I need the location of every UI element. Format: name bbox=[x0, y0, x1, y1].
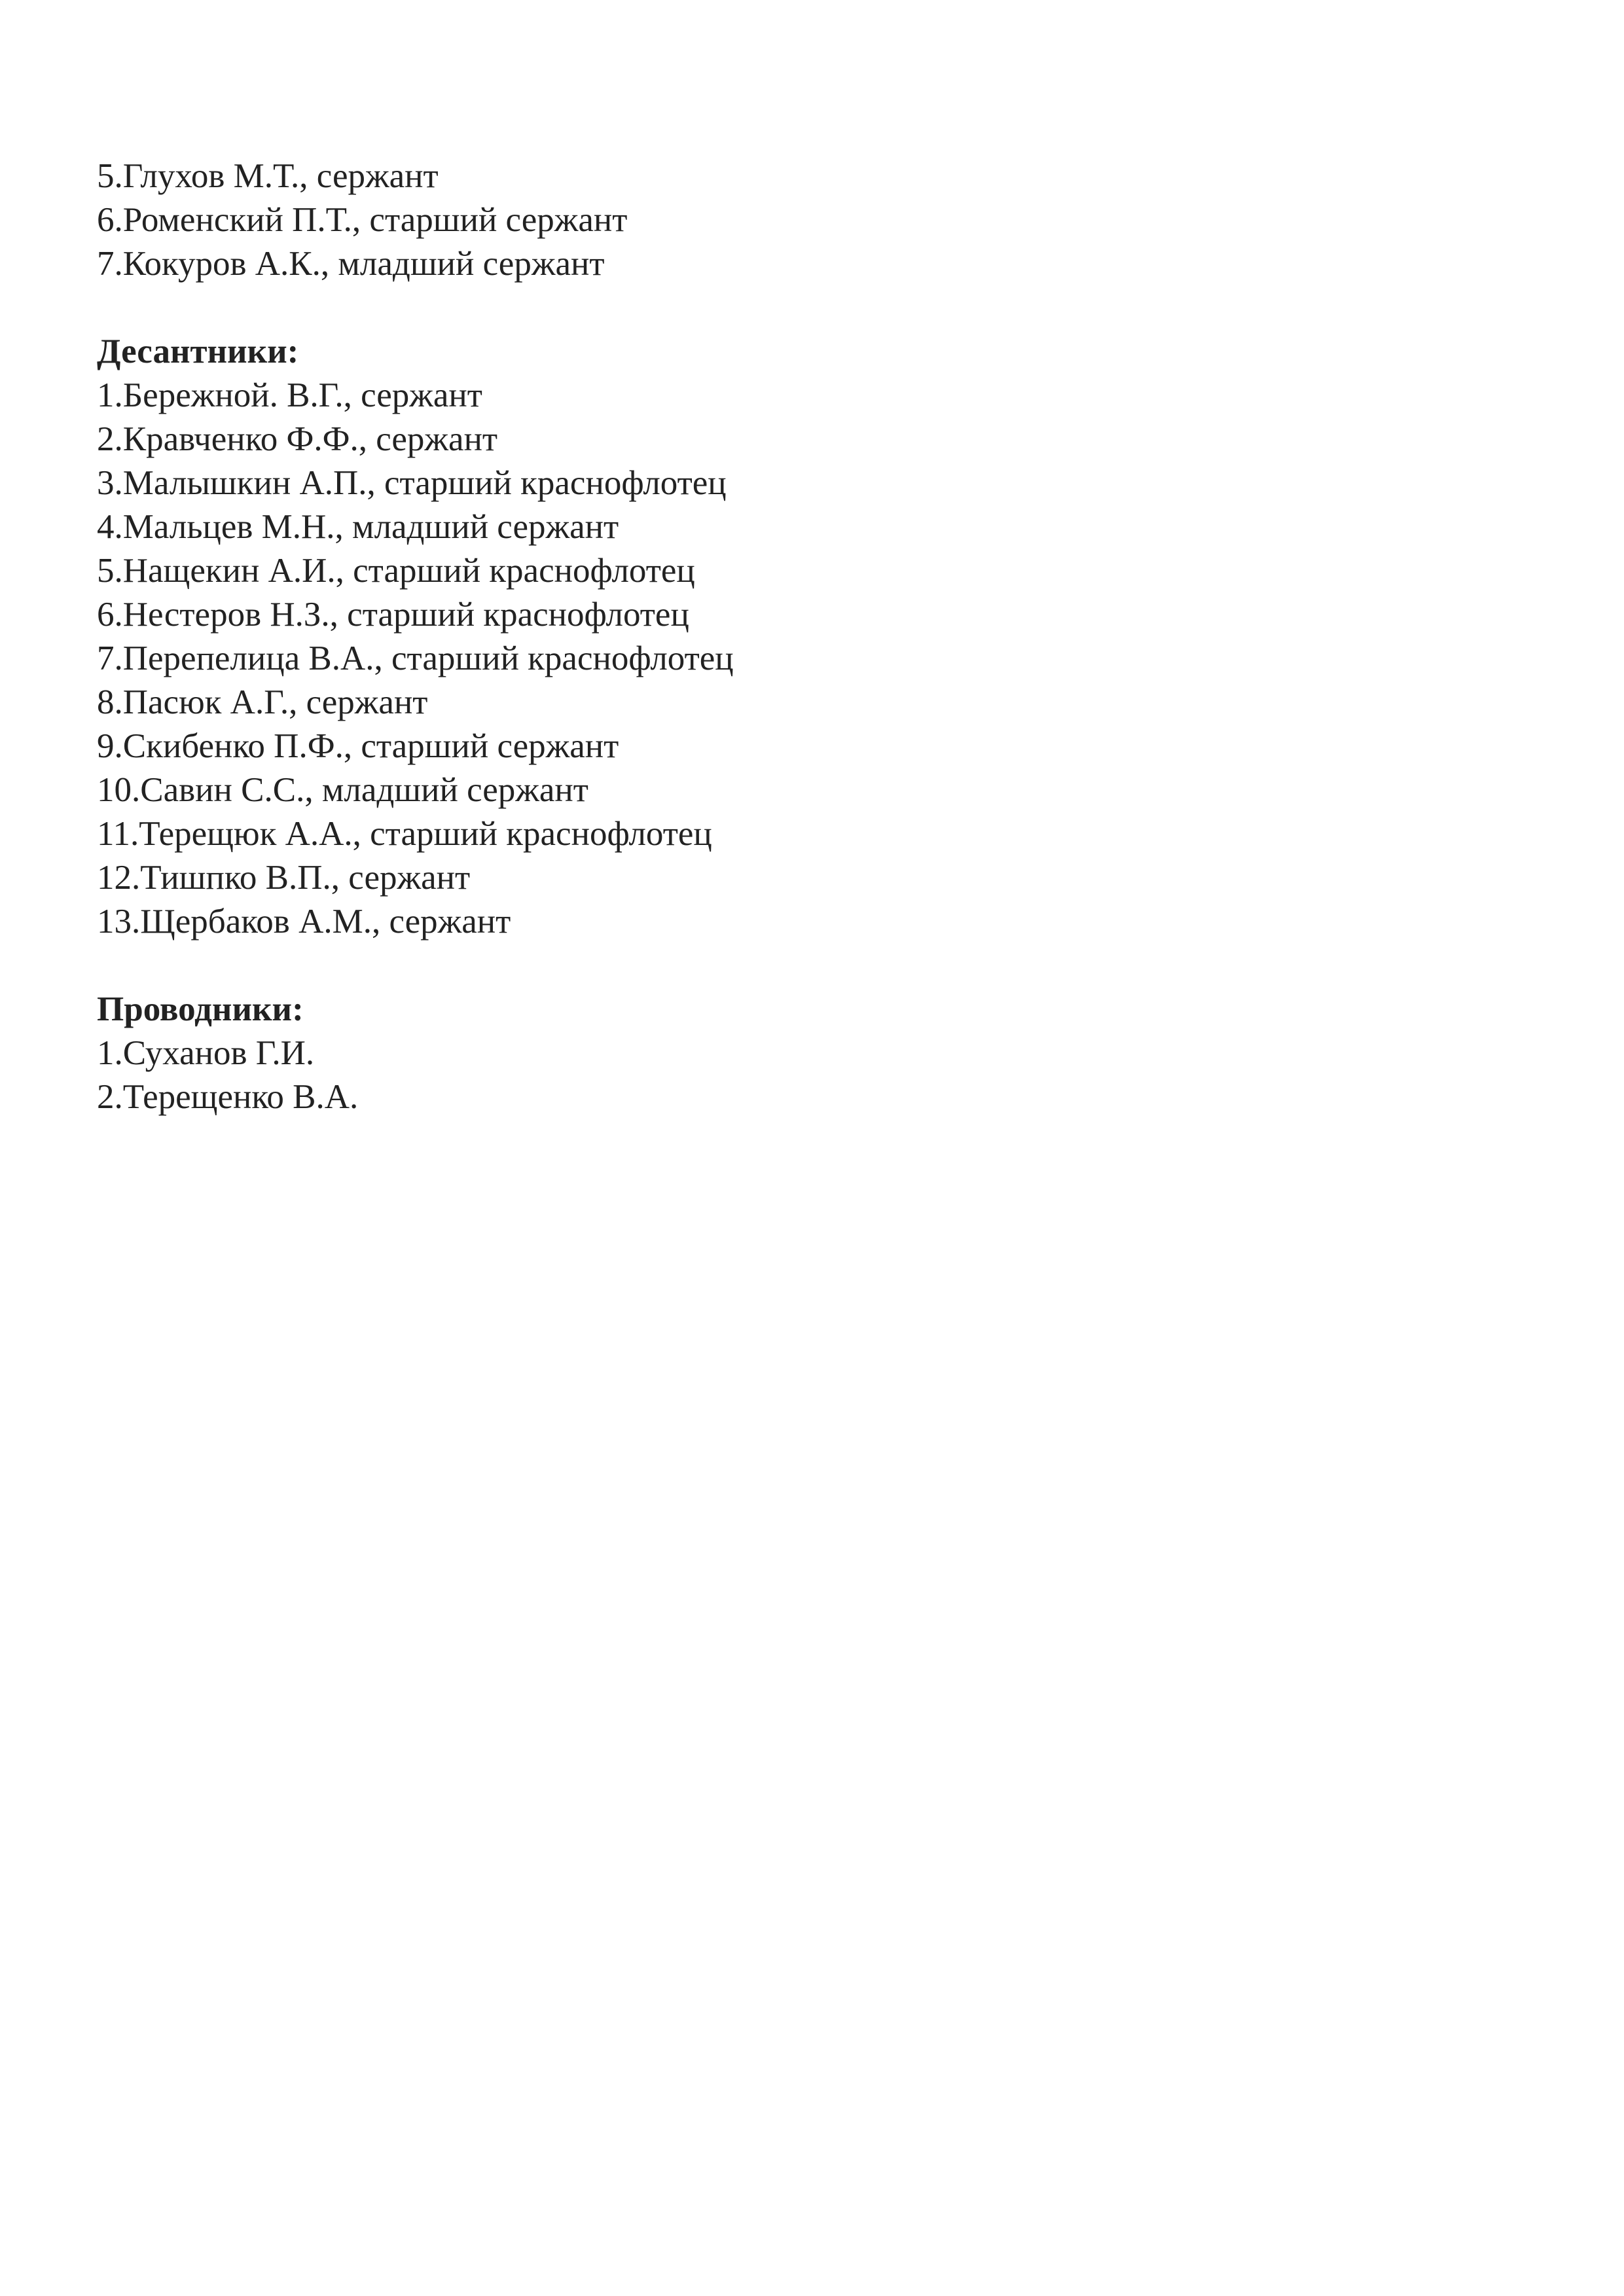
list-item: 7.Кокуров А.К., младший сержант bbox=[97, 245, 605, 283]
list-item: 9.Скибенко П.Ф., старший сержант bbox=[97, 727, 619, 765]
section-paratroopers bbox=[97, 330, 1471, 944]
list-item: 6.Нестеров Н.З., старший краснофлотец bbox=[97, 596, 689, 634]
section-guides bbox=[97, 988, 1471, 1119]
continued-list bbox=[97, 154, 1471, 286]
list-item: 3.Малышкин А.П., старший краснофлотец bbox=[97, 464, 727, 502]
list-item: 4.Мальцев М.Н., младший сержант bbox=[97, 508, 619, 546]
list-item: 11.Терещюк А.А., старший краснофлотец bbox=[97, 815, 712, 853]
list-item: 5.Нащекин А.И., старший краснофлотец bbox=[97, 552, 695, 590]
list-item: 7.Перепелица В.А., старший краснофлотец bbox=[97, 639, 734, 677]
list-item: 2.Кравченко Ф.Ф., сержант bbox=[97, 420, 498, 458]
section-heading: Проводники: bbox=[97, 990, 304, 1028]
list-item: 6.Роменский П.Т., старший сержант bbox=[97, 201, 628, 239]
section-heading: Десантники: bbox=[97, 332, 299, 370]
list-item: 5.Глухов М.Т., сержант bbox=[97, 157, 439, 195]
list-item: 2.Терещенко В.А. bbox=[97, 1078, 359, 1116]
list-item: 10.Савин С.С., младший сержант bbox=[97, 771, 588, 809]
list-item: 12.Тишпко В.П., сержант bbox=[97, 859, 471, 897]
list-item: 1.Суханов Г.И. bbox=[97, 1034, 315, 1072]
list-item: 8.Пасюк А.Г., сержант bbox=[97, 683, 428, 721]
document-content bbox=[97, 154, 1471, 1119]
list-item: 13.Щербаков А.М., сержант bbox=[97, 903, 511, 941]
list-item: 1.Бережной. В.Г., сержант bbox=[97, 376, 482, 414]
